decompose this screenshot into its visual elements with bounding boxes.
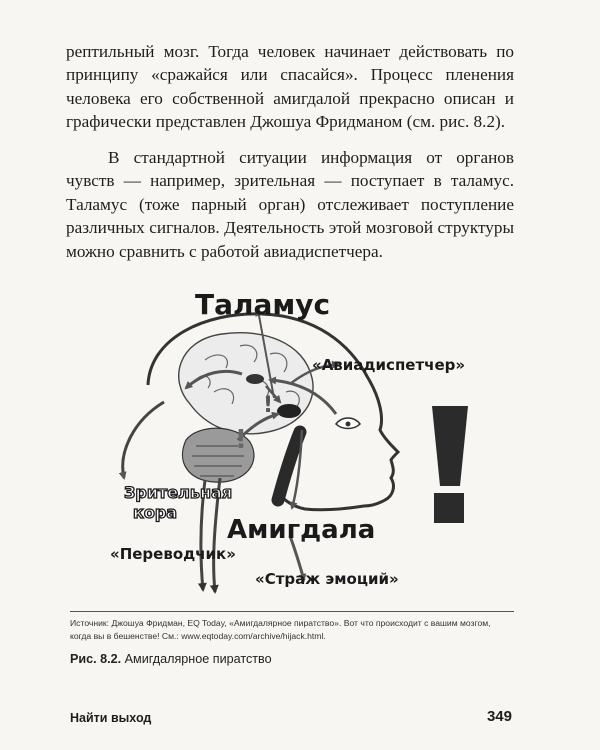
eye-pupil	[346, 422, 351, 427]
thalamus-blob	[246, 374, 264, 384]
label-emotion-guard: «Страж эмоций»	[255, 570, 399, 588]
label-dispatcher: «Авиадиспетчер»	[312, 356, 466, 374]
amygdala-blob	[277, 404, 301, 418]
label-visual-cortex-line2: кора	[133, 503, 178, 522]
body-paragraph-1: рептильный мозг. Тогда человек начинает действовать по принципу «сражайся или спасайся». Процесс пленения человека его собственной амигдалой прекрасно описан и графически представлен Джошуа Фридманом (см. рис. 8.2).	[66, 42, 514, 132]
figure-source-divider	[70, 611, 514, 612]
arrow-to-visual-cortex	[123, 402, 164, 478]
figure-caption-number: Рис. 8.2.	[70, 652, 122, 666]
small-exclamation-2: !	[235, 425, 247, 455]
label-translator: «Переводчик»	[110, 545, 236, 563]
label-amygdala: Амигдала	[227, 515, 376, 545]
running-footer-title: Найти выход	[70, 711, 152, 725]
figure-source-note: Источник: Джошуа Фридман, EQ Today, «Амигдалярное пиратство». Вот что происходит с вашим мозгом, когда вы в бешенстве! См.: www.eqtoday.com/archive/hijack.html.	[70, 618, 491, 641]
label-visual-cortex-line1: Зрительная	[124, 483, 233, 502]
small-exclamation-1: !	[263, 393, 274, 418]
body-paragraph-2: В стандартной ситуации информация от органов чувств — например, зрительная — поступает в таламус. Таламус (тоже парный орган) отслеживает поступление различных сигналов. Деятельность этой мозговой структуры можно сравнить с работой авиадиспетчера.	[66, 148, 514, 261]
label-thalamus: Таламус	[195, 288, 331, 321]
figure-caption-text: Амигдалярное пиратство	[124, 652, 272, 666]
page-number: 349	[486, 708, 512, 725]
figure-caption	[70, 652, 272, 666]
big-exclamation-mark	[432, 406, 468, 523]
